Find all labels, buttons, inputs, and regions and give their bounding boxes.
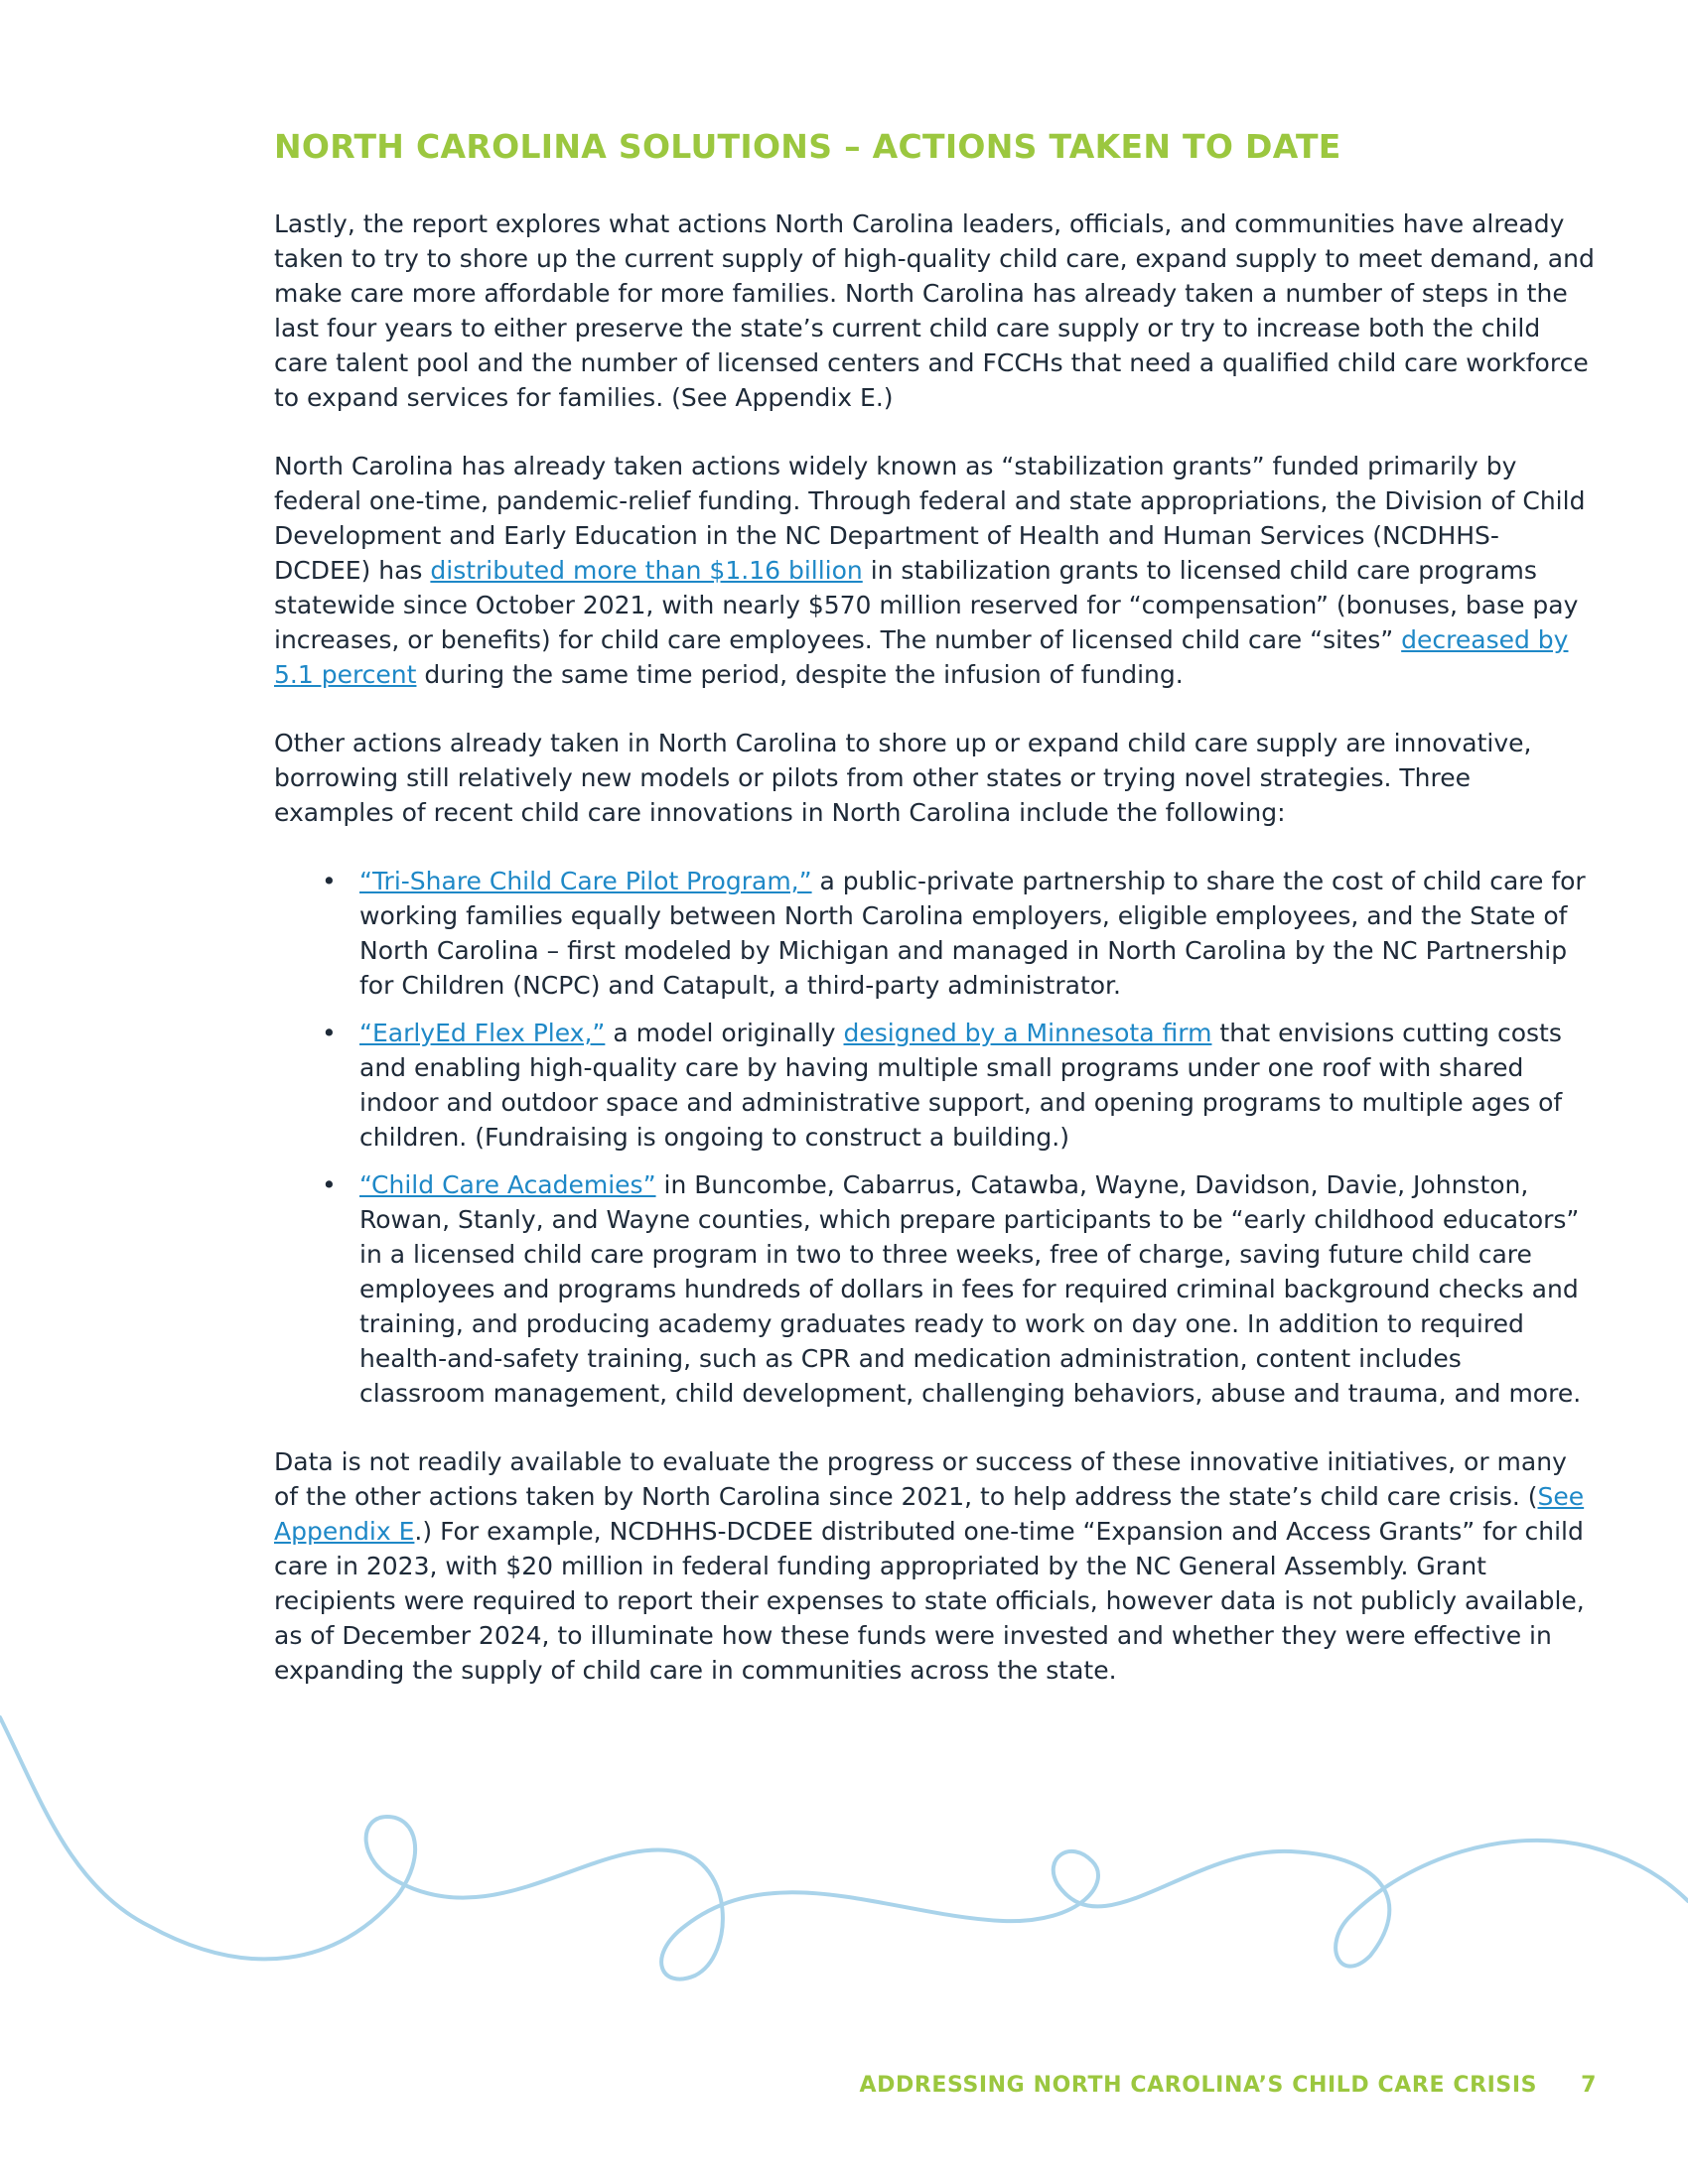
list-item (359, 1167, 1595, 1411)
list-item (359, 864, 1595, 1003)
paragraph-innovations: Other actions already taken in North Carolina to shore up or expand child care supply are innovative, borrowing still relatively new models or pilots from other states or trying novel strategies. Three examples of recent child care innovations in North Carolina include the following: (274, 729, 1532, 827)
link-child-care-academies[interactable]: “Child Care Academies” (359, 1170, 656, 1199)
link-see-appendix-e[interactable]: See Appendix E (274, 1482, 1585, 1546)
text-run: .) For example, NCDHHS-DCDEE distributed one-time “Expansion and Access Grants” for child care in 2023, with $20 million in federal funding appropriated by the NC General Assembly. Grant recipients were required to report their expenses to state officials, however data is not publicly available, as of December 2024, to illuminate how these funds were invested and whether they were effective in expanding the supply of child care in communities across the state. (274, 1517, 1585, 1685)
main-content (274, 125, 1595, 1721)
text-run: Data is not readily available to evaluate the progress or success of these innovative initiatives, or many of the other actions taken by North Carolina since 2021, to help address the state’s child care crisis. ( (274, 1447, 1567, 1511)
decorative-swirl (0, 1688, 1688, 2085)
section-heading: NORTH CAROLINA SOLUTIONS – ACTIONS TAKEN TO DATE (274, 127, 1341, 166)
list-item (359, 1016, 1595, 1155)
text-run: a public-private partnership to share the cost of child care for working families equally between North Carolina employers, eligible employees, and the State of North Carolina – first modeled by Michigan and managed in North Carolina by the NC Partnership for Children (NCPC) and Catapult, a third-party administrator. (359, 867, 1586, 1000)
page-number: 7 (1581, 2073, 1597, 2098)
paragraph-intro: Lastly, the report explores what actions North Carolina leaders, officials, and communities have already taken to try to shore up the current supply of high-quality child care, expand supply to meet demand, and make care more affordable for more families. North Carolina has already taken a number of steps in the last four years to either preserve the state’s current child care supply or try to increase both the child care talent pool and the number of licensed centers and FCCHs that need a qualified child care workforce to expand services for families. (See Appendix E.) (274, 209, 1595, 412)
text-run: a model originally (605, 1019, 844, 1047)
link-distributed-billion[interactable]: distributed more than $1.16 billion (430, 556, 863, 585)
link-tri-share[interactable]: “Tri-Share Child Care Pilot Program,” (359, 867, 812, 895)
page-footer (859, 2073, 1597, 2098)
link-earlyed-flex-plex[interactable]: “EarlyEd Flex Plex,” (359, 1019, 606, 1047)
link-minnesota-firm[interactable]: designed by a Minnesota firm (843, 1019, 1212, 1047)
text-run: during the same time period, despite the infusion of funding. (416, 660, 1184, 689)
innovation-list (274, 864, 1595, 1411)
text-run: in Buncombe, Cabarrus, Catawba, Wayne, Davidson, Davie, Johnston, Rowan, Stanly, and Wayne counties, which prepare participants to be “early childhood educators” in a licensed child care program in two to three weeks, free of charge, saving future child care employees and programs hundreds of dollars in fees for required criminal background checks and training, and producing academy graduates ready to work on day one. In addition to required health-and-safety training, such as CPR and medication administration, content includes classroom management, child development, challenging behaviors, abuse and trauma, and more. (359, 1170, 1582, 1408)
swirl-line (0, 1717, 1688, 1979)
text-run: North Carolina has already taken actions widely known as “stabilization grants” funded primarily by federal one-time, pandemic-relief funding. Through federal and state appropriations, the Division of Child Development and Early Education in the NC Department of Health and Human Services (NCDHHS-DCDEE) has (274, 452, 1586, 585)
text-run: that envisions cutting costs and enabling high-quality care by having multiple small programs under one roof with shared indoor and outdoor space and administrative support, and opening programs to multiple ages of children. (Fundraising is ongoing to construct a building.) (359, 1019, 1563, 1152)
paragraph-data-availability (274, 1444, 1595, 1688)
footer-title: ADDRESSING NORTH CAROLINA’S CHILD CARE CRISIS (859, 2073, 1538, 2098)
link-decreased-percent[interactable]: decreased by 5.1 percent (274, 625, 1569, 689)
text-run: in stabilization grants to licensed child care programs statewide since October 2021, with nearly $570 million reserved for “compensation” (bonuses, base pay increases, or benefits) for child care employees. The number of licensed child care “sites” (274, 556, 1579, 654)
paragraph-stabilization (274, 449, 1595, 692)
